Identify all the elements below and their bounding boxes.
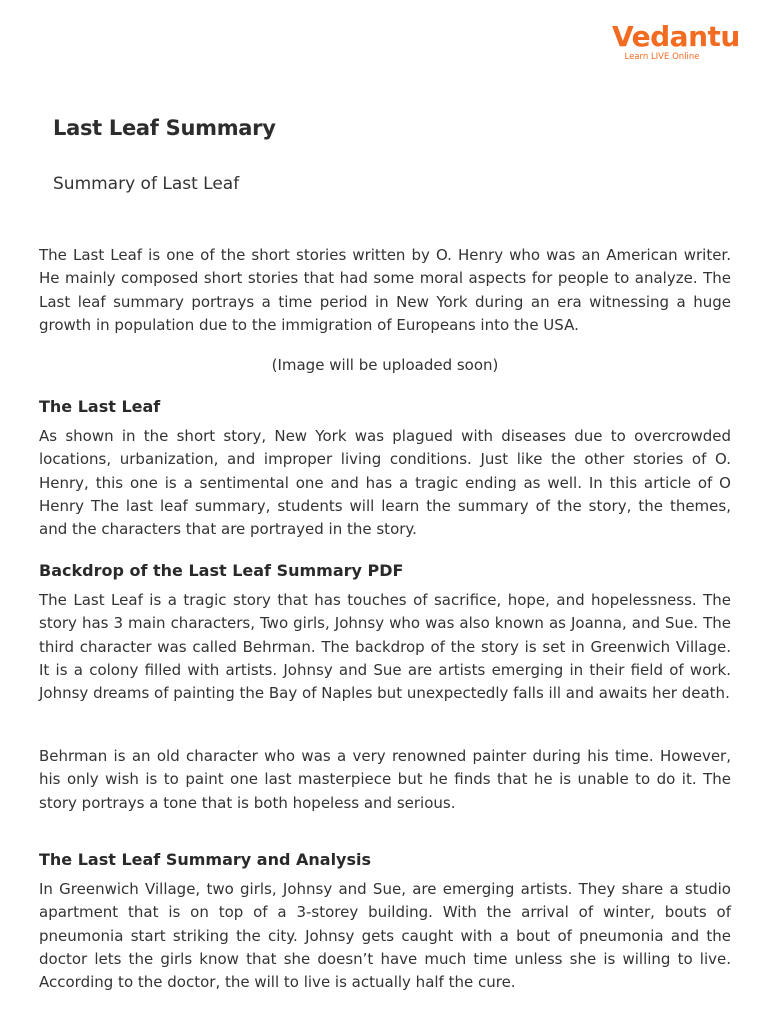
section-paragraph: In Greenwich Village, two girls, Johnsy and Sue, are emerging artists. They share a studio apartment that is on top of a 3-storey building. With the arrival of winter, bouts of pneumonia start striking the city. Johnsy gets caught with a bout of pneumonia and the doctor lets the girls know that she doesn’t have much time unless she is willing to live. According to the doctor, the will to live is actually half the cure.	[39, 880, 731, 992]
section-paragraph: The Last Leaf is a tragic story that has touches of sacrifice, hope, and hopelessness. The story has 3 main characters, Two girls, Johnsy who was also known as Joanna, and Sue. The third character was called Behrman. The backdrop of the story is set in Greenwich Village. It is a colony filled with artists. Johnsy and Sue are artists emerging in their field of work. Johnsy dreams of painting the Bay of Naples but unexpectedly falls ill and awaits her death.	[39, 591, 731, 703]
section-heading-the-last-leaf: The Last Leaf	[39, 397, 161, 416]
section-paragraph: As shown in the short story, New York was plagued with diseases due to overcrowded locations, urbanization, and improper living conditions. Just like the other stories of O. Henry, this one is a sentimental one and has a tragic ending as well. In this article of O Henry The last leaf summary, students will learn the summary of the story, the themes, and the characters that are portrayed in the story.	[39, 427, 731, 539]
vedantu-logo[interactable]	[612, 20, 740, 62]
section-paragraph: Behrman is an old character who was a very renowned painter during his time. However, his only wish is to paint one last masterpiece but he finds that he is unable to do it. The story portrays a tone that is both hopeless and serious.	[39, 747, 731, 812]
logo-wordmark: Vedantu	[612, 20, 740, 53]
intro-paragraph: The Last Leaf is one of the short stories written by O. Henry who was an American writer. He mainly composed short stories that had some moral aspects for people to analyze. The Last leaf summary portrays a time period in New York during an era witnessing a huge growth in population due to the immigration of Europeans into the USA.	[39, 246, 731, 334]
logo-tagline: Learn LIVE Online	[624, 52, 700, 62]
page-title: Last Leaf Summary	[53, 116, 276, 140]
section-heading-backdrop: Backdrop of the Last Leaf Summary PDF	[39, 561, 404, 580]
section-heading-summary-analysis: The Last Leaf Summary and Analysis	[39, 850, 372, 869]
image-placeholder: (Image will be uploaded soon)	[271, 356, 499, 374]
page-subtitle: Summary of Last Leaf	[53, 174, 240, 194]
